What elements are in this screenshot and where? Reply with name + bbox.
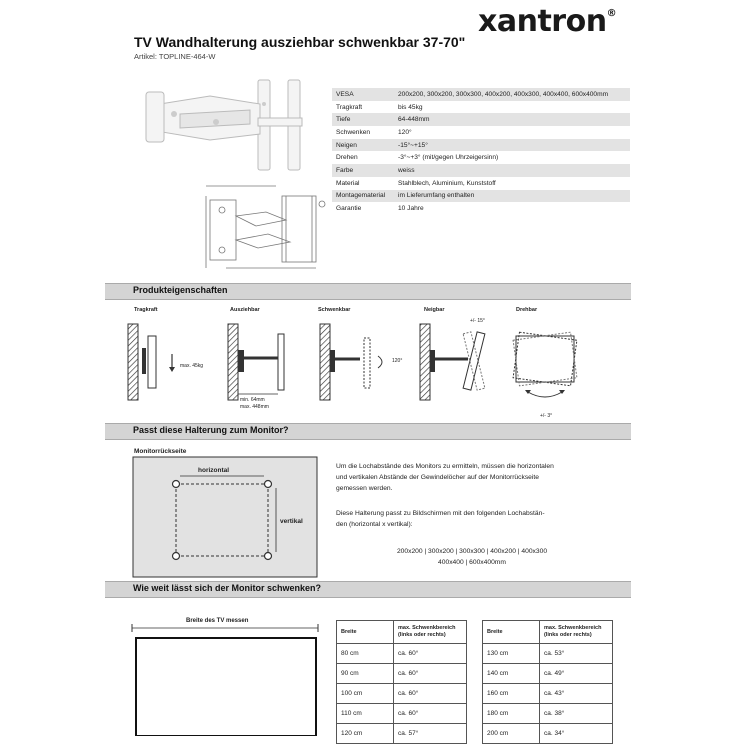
table-row (332, 177, 630, 190)
angle-cell: ca. 38° (540, 704, 613, 724)
angle-cell: ca. 60° (394, 664, 467, 684)
text-line: Diese Halterung passt zu Bildschirmen mit den folgenden Lochabstän- (336, 510, 545, 517)
spec-key: VESA (332, 88, 394, 101)
angle-cell: ca. 43° (540, 684, 613, 704)
column-header-width: Breite (483, 621, 540, 644)
rotate-angle-label: +/- 3° (540, 413, 553, 419)
feature-label-neigbar: Neigbar (424, 307, 445, 313)
section-header-fit (105, 423, 631, 440)
feature-label-drehbar: Drehbar (516, 307, 538, 313)
table-row (483, 724, 613, 744)
angle-cell: ca. 60° (394, 684, 467, 704)
fit-paragraph-2 (336, 508, 545, 530)
angle-cell: ca. 34° (540, 724, 613, 744)
width-cell: 80 cm (337, 644, 394, 664)
width-cell: 180 cm (483, 704, 540, 724)
neigbar-diagram (420, 324, 485, 400)
swivel-table-right (482, 620, 613, 744)
mount-dimension-drawing (186, 176, 336, 276)
schwenkbar-diagram (320, 324, 382, 400)
table-row (337, 644, 467, 664)
mount-product-photo (140, 74, 320, 174)
spec-value: 120° (398, 128, 412, 136)
spec-key: Neigen (332, 139, 394, 152)
max-depth-label: max. 448mm (240, 404, 269, 410)
measure-width-label: Breite des TV messen (186, 618, 249, 624)
spec-key: Garantie (336, 205, 362, 213)
spec-value: -3°~+3° (mit/gegen Uhrzeigersinn) (398, 154, 499, 162)
table-header-row (483, 621, 613, 644)
table-row (332, 113, 630, 126)
brand-name: xantron (478, 4, 607, 39)
table-row (332, 190, 630, 203)
angle-cell: ca. 53° (540, 644, 613, 664)
tv-width-diagram (130, 624, 322, 736)
table-row (483, 684, 613, 704)
feature-diagrams (120, 314, 640, 424)
table-row (483, 664, 613, 684)
max-weight-label: max. 45kg (180, 363, 204, 369)
angle-cell: ca. 49° (540, 664, 613, 684)
page-title: TV Wandhalterung ausziehbar schwenkbar 37-70" (134, 34, 466, 50)
horizontal-label: horizontal (198, 467, 230, 474)
swivel-table-left (336, 620, 467, 744)
drehbar-diagram (513, 332, 577, 397)
spec-value: 64-448mm (394, 113, 630, 126)
table-row (337, 704, 467, 724)
section-title: Produkteigenschaften (133, 285, 228, 295)
table-row (337, 664, 467, 684)
monitor-back-label: Monitorrückseite (134, 448, 187, 455)
angle-cell: ca. 57° (394, 724, 467, 744)
spec-key: Drehen (336, 154, 358, 162)
spec-value: bis 45kg (398, 103, 423, 111)
spec-key: Montagematerial (332, 190, 394, 203)
feature-label-tragkraft: Tragkraft (134, 307, 158, 313)
spec-key: Schwenken (336, 128, 371, 136)
article-number: Artikel: TOPLINE-464-W (134, 52, 216, 61)
text-line: 200x200 | 300x200 | 300x300 | 400x200 | 400x300 (396, 548, 548, 555)
text-line: (links oder rechts) (398, 632, 446, 638)
table-row (332, 101, 630, 114)
text-line: den (horizontal x vertikal): (336, 521, 413, 528)
tragkraft-diagram (128, 324, 175, 400)
feature-label-schwenkbar: Schwenkbar (318, 307, 351, 313)
section-title: Wie weit lässt sich der Monitor schwenken? (133, 583, 321, 593)
table-row (332, 126, 630, 139)
swivel-angle-label: 120° (392, 358, 403, 364)
width-cell: 100 cm (337, 684, 394, 704)
spec-value: im Lieferumfang enthalten (394, 190, 630, 203)
width-cell: 110 cm (337, 704, 394, 724)
table-row (483, 644, 613, 664)
ausziehbar-diagram (228, 324, 284, 400)
column-header-width: Breite (337, 621, 394, 644)
brand-logo (478, 4, 616, 39)
table-header-row (337, 621, 467, 644)
text-line: max. Schwenkbereich (398, 625, 456, 631)
text-line: gemessen werden. (336, 485, 393, 492)
tilt-angle-label: +/- 15° (470, 318, 485, 324)
spec-key: Farbe (332, 164, 394, 177)
feature-label-ausziehbar: Ausziehbar (230, 307, 260, 313)
min-depth-label: min. 64mm (240, 397, 265, 403)
spec-value: weiss (394, 164, 630, 177)
column-header-range (540, 621, 613, 644)
section-header-swivel (105, 581, 631, 598)
spec-value: -15°~+15° (394, 139, 630, 152)
table-row (332, 139, 630, 152)
spec-table (332, 88, 630, 215)
width-cell: 130 cm (483, 644, 540, 664)
angle-cell: ca. 60° (394, 644, 467, 664)
table-row (332, 202, 630, 215)
table-row (337, 684, 467, 704)
table-row (337, 724, 467, 744)
width-cell: 200 cm (483, 724, 540, 744)
spec-key: Tragkraft (336, 103, 363, 111)
width-cell: 120 cm (337, 724, 394, 744)
table-row (332, 151, 630, 164)
vesa-list (380, 546, 564, 568)
section-header-features (105, 283, 631, 300)
text-line: und vertikalen Abstände der Gewindelöcher auf der Monitorrückseite (336, 474, 539, 481)
table-row (332, 88, 630, 101)
text-line: (links oder rechts) (544, 632, 592, 638)
text-line: max. Schwenkbereich (544, 625, 602, 631)
spec-key: Tiefe (332, 113, 394, 126)
spec-value: Stahlblech, Aluminium, Kunststoff (398, 179, 496, 187)
table-row (483, 704, 613, 724)
column-header-range (394, 621, 467, 644)
table-row (332, 164, 630, 177)
spec-value: 200x200, 300x200, 300x300, 400x200, 400x300, 400x400, 600x400mm (394, 88, 630, 101)
spec-key: Material (336, 179, 360, 187)
width-cell: 90 cm (337, 664, 394, 684)
spec-value: 10 Jahre (398, 205, 424, 213)
text-line: 400x400 | 600x400mm (438, 559, 506, 566)
width-cell: 160 cm (483, 684, 540, 704)
fit-paragraph-1 (336, 461, 554, 494)
width-cell: 140 cm (483, 664, 540, 684)
vertical-label: vertikal (280, 518, 303, 525)
registered-mark: ® (606, 8, 617, 19)
section-title: Passt diese Halterung zum Monitor? (133, 425, 289, 435)
text-line: Um die Lochabstände des Monitors zu ermitteln, müssen die horizontalen (336, 463, 554, 470)
angle-cell: ca. 60° (394, 704, 467, 724)
